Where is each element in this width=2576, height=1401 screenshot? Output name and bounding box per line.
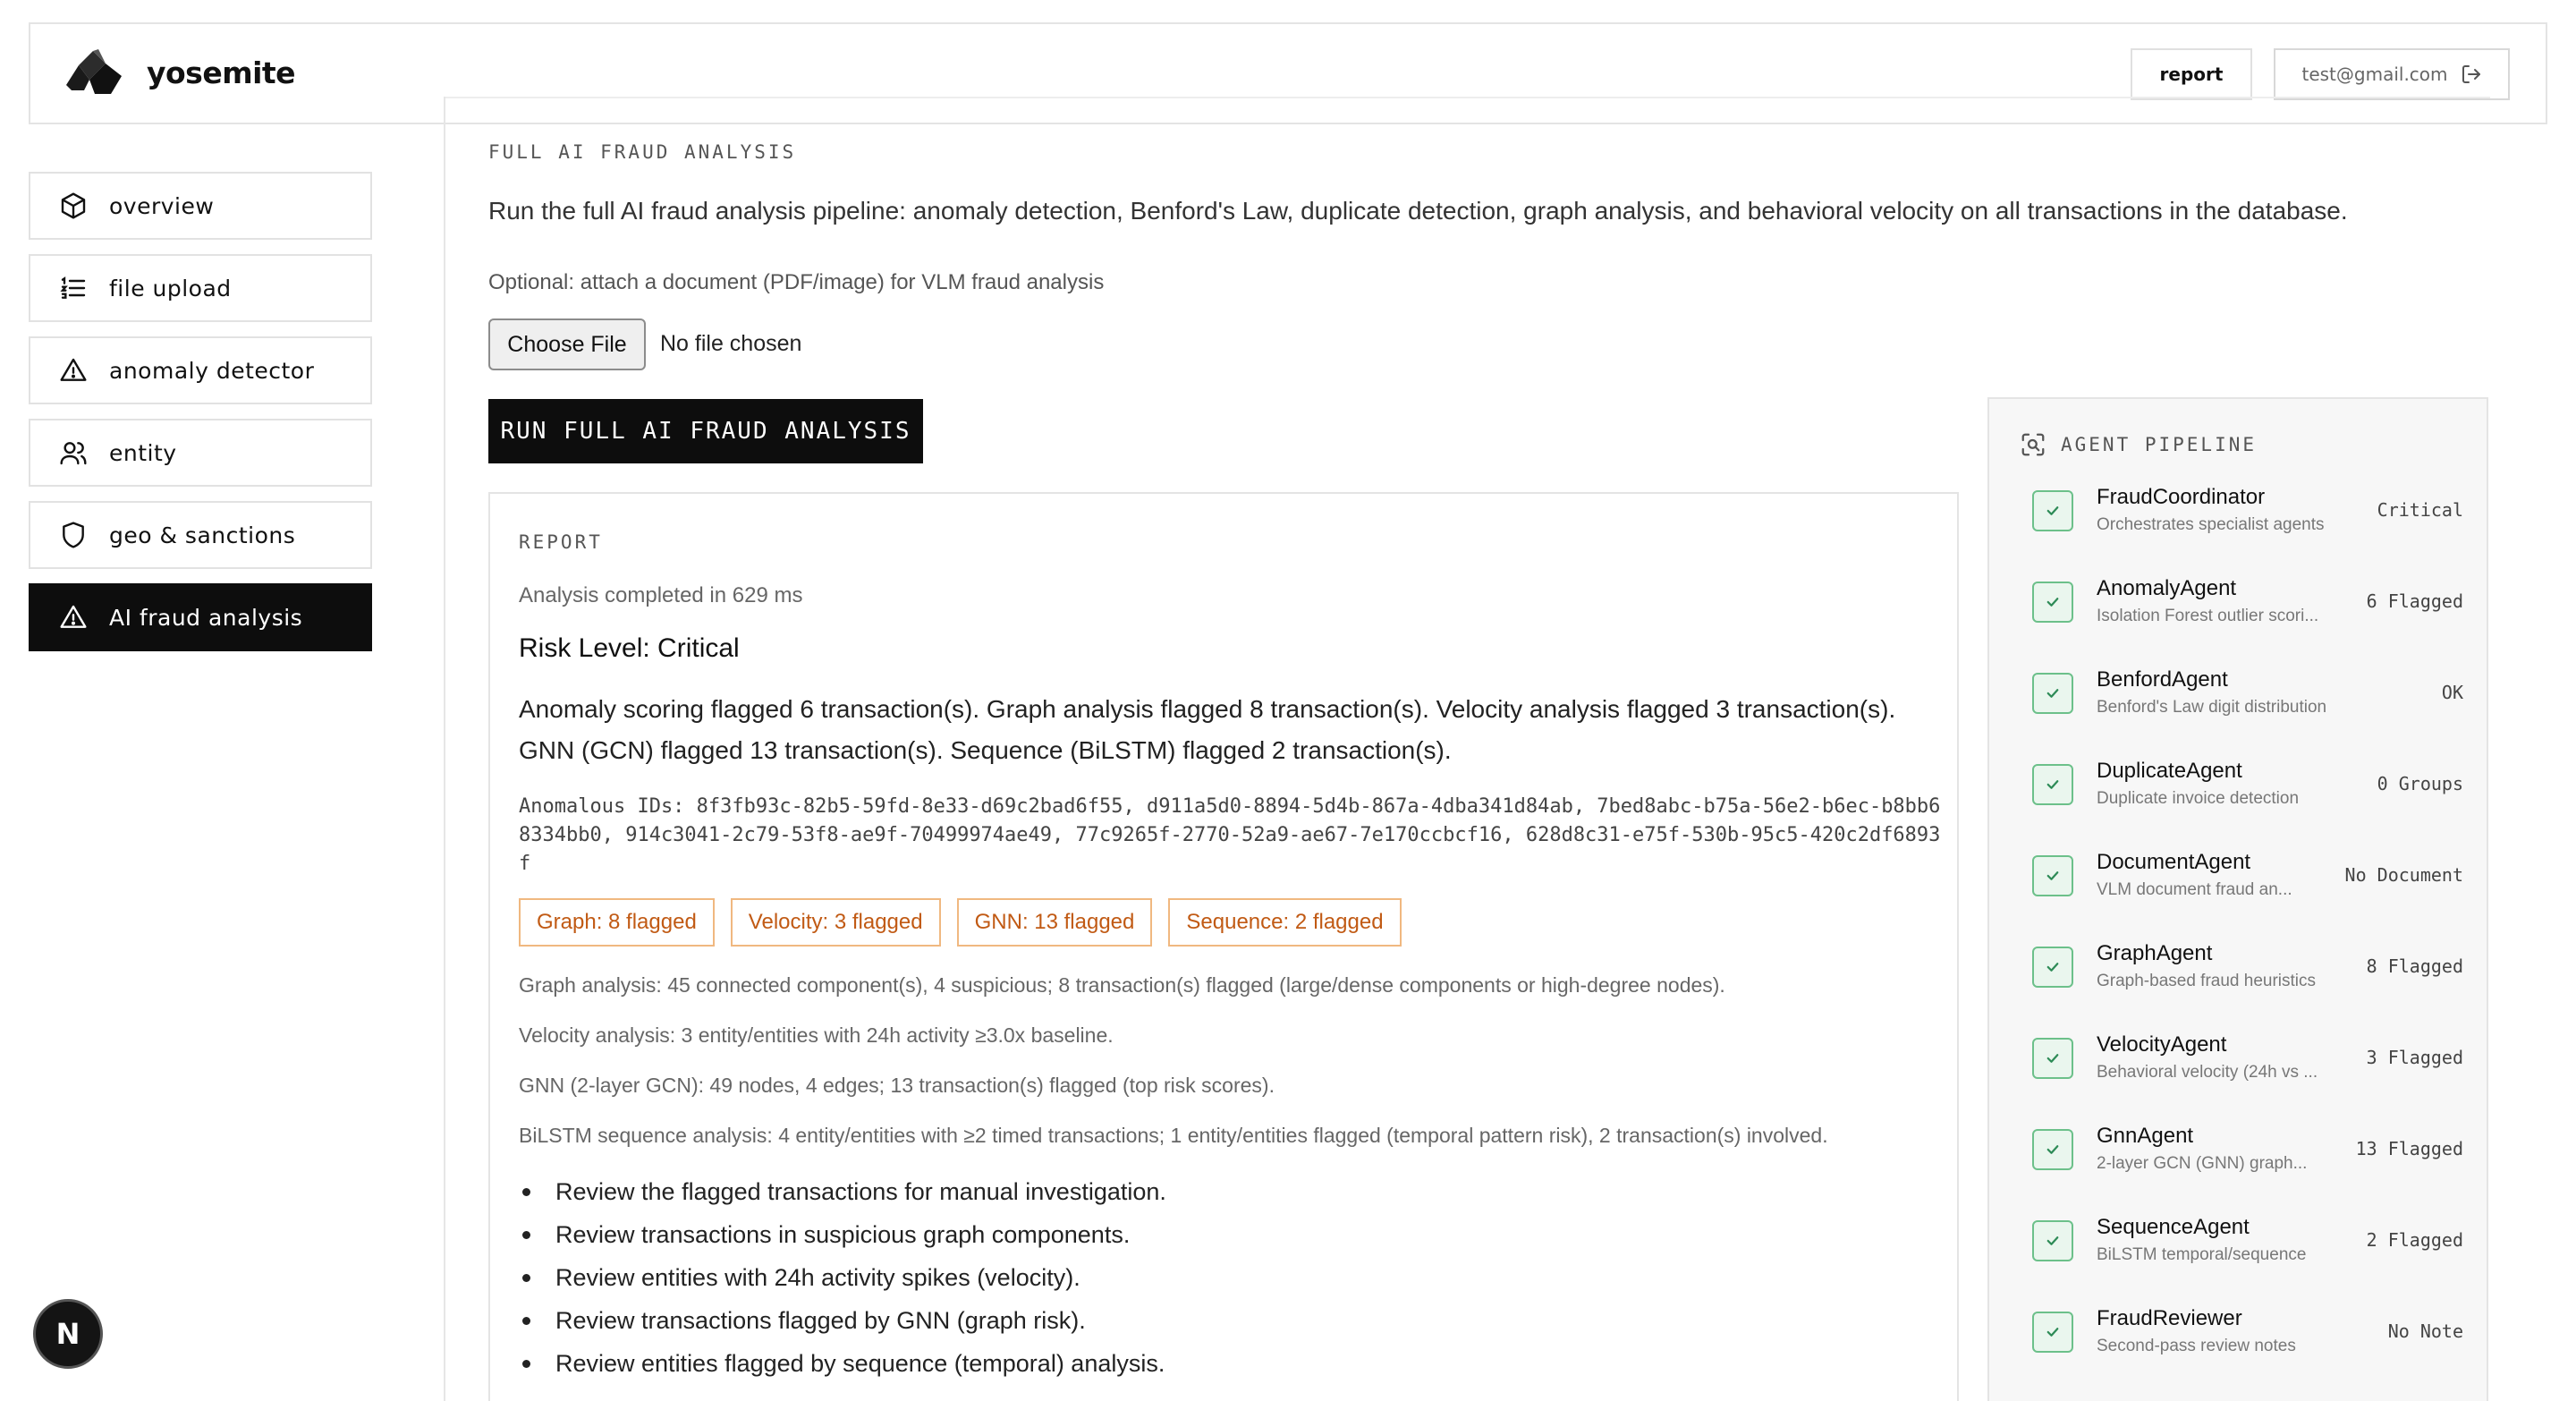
user-avatar[interactable]: N: [33, 1299, 103, 1369]
account-email: test@gmail.com: [2301, 64, 2448, 85]
agent-row: [2032, 1301, 2463, 1363]
list-item: Review transactions in suspicious graph components.: [519, 1213, 1166, 1256]
agent-description: Isolation Forest outlier scori...: [2097, 607, 2319, 625]
sidebar-item-label: anomaly detector: [109, 357, 315, 384]
report-panel: [488, 492, 1959, 1401]
agent-name: BenfordAgent: [2097, 667, 2228, 692]
agent-row: [2032, 571, 2463, 633]
report-button[interactable]: report: [2131, 48, 2252, 100]
agent-row: [2032, 845, 2463, 907]
list-item: Review the flagged transactions for manual investigation.: [519, 1170, 1166, 1213]
agent-status: 6 Flagged: [2366, 590, 2463, 612]
agent-description: Duplicate invoice detection: [2097, 789, 2300, 808]
report-heading: REPORT: [519, 531, 603, 553]
flag-badges: [519, 898, 1402, 947]
graph-analysis-detail: Graph analysis: 45 connected component(s), 4 suspicious; 8 transaction(s) flagged (large/dense components or high-degree nodes).: [519, 973, 1725, 997]
agent-status: 13 Flagged: [2355, 1138, 2463, 1159]
agent-status: No Document: [2344, 864, 2463, 886]
yosemite-logo-icon: [66, 49, 127, 96]
agent-row: [2032, 662, 2463, 725]
agent-description: 2-layer GCN (GNN) graph...: [2097, 1154, 2308, 1173]
agent-description: Behavioral velocity (24h vs ...: [2097, 1063, 2318, 1082]
list-item: Review entities flagged by sequence (temporal) analysis.: [519, 1342, 1166, 1385]
agent-status: No Note: [2387, 1320, 2463, 1342]
file-status-text: No file chosen: [660, 331, 802, 356]
agent-status: 0 Groups: [2377, 773, 2463, 794]
sidebar-item-entity[interactable]: [29, 419, 372, 487]
agent-description: Orchestrates specialist agents: [2097, 515, 2325, 534]
check-icon: [2032, 673, 2073, 714]
page-description: Run the full AI fraud analysis pipeline: anomaly detection, Benford's Law, duplicate detection, graph analysis, and behavioral velocity on all transactions in the database.: [488, 197, 2348, 225]
velocity-badge: Velocity: 3 flagged: [731, 898, 941, 947]
agent-description: Second-pass review notes: [2097, 1337, 2296, 1355]
account-logout-button[interactable]: [2274, 48, 2510, 100]
agent-status: OK: [2441, 682, 2463, 703]
sidebar-item-label: file upload: [109, 275, 232, 301]
cube-icon: [59, 191, 88, 220]
velocity-analysis-detail: Velocity analysis: 3 entity/entities with 24h activity ≥3.0x baseline.: [519, 1023, 1114, 1047]
agent-description: BiLSTM temporal/sequence: [2097, 1245, 2307, 1264]
sequence-badge: Sequence: 2 flagged: [1168, 898, 1401, 947]
check-icon: [2032, 1220, 2073, 1261]
agent-pipeline-panel: [1987, 397, 2488, 1401]
pipeline-heading: [2020, 431, 2257, 458]
check-icon: [2032, 1312, 2073, 1353]
agent-row: [2032, 1210, 2463, 1272]
check-icon: [2032, 855, 2073, 896]
recommendations-list: [519, 1170, 1166, 1385]
agent-name: AnomalyAgent: [2097, 576, 2237, 600]
agent-name: FraudCoordinator: [2097, 485, 2266, 509]
sidebar-item-label: AI fraud analysis: [109, 604, 303, 631]
warning-icon: [59, 356, 88, 385]
check-icon: [2032, 1038, 2073, 1079]
anomalous-ids: Anomalous IDs: 8f3fb93c-82b5-59fd-8e33-d69c2bad6f55, d911a5d0-8894-5d4b-867a-4dba341d84ab, 7bed8abc-b75a-56e2-b6ec-b8bb68334bb0, 914c3041-2c79-53f8-ae9f-70499974ae49, 77c9265f-2770-52a9-ae67-7e170ccbcf16, 628d8c31-e75f-530b-95c5-420c2df6893f: [519, 795, 1941, 875]
top-header: [29, 22, 2547, 124]
list-item: Review transactions flagged by GNN (graph risk).: [519, 1299, 1166, 1342]
pipeline-title: AGENT PIPELINE: [2061, 434, 2258, 455]
page-title: FULL AI FRAUD ANALYSIS: [488, 141, 797, 163]
agent-name: FraudReviewer: [2097, 1306, 2242, 1330]
agent-description: VLM document fraud an...: [2097, 880, 2292, 899]
agent-name: DocumentAgent: [2097, 850, 2251, 874]
agent-row: [2032, 753, 2463, 816]
agent-status: 8 Flagged: [2366, 955, 2463, 977]
check-icon: [2032, 490, 2073, 531]
list-icon: [59, 274, 88, 302]
main-left-divider: [444, 97, 445, 1401]
agent-description: Benford's Law digit distribution: [2097, 698, 2327, 717]
report-summary: Anomaly scoring flagged 6 transaction(s). Graph analysis flagged 8 transaction(s). Velocity analysis flagged 3 transaction(s). GNN (GCN) flagged 13 transaction(s). Sequence (BiLSTM) flagged 2 transaction(s).: [519, 695, 1896, 764]
agent-name: GraphAgent: [2097, 941, 2213, 965]
sidebar-item-anomaly-detector[interactable]: [29, 336, 372, 404]
agent-status: Critical: [2377, 499, 2463, 521]
sidebar-item-overview[interactable]: [29, 172, 372, 240]
list-item: Review entities with 24h activity spikes (velocity).: [519, 1256, 1166, 1299]
scan-search-icon: [2020, 431, 2046, 458]
agent-description: Graph-based fraud heuristics: [2097, 972, 2317, 990]
gnn-analysis-detail: GNN (2-layer GCN): 49 nodes, 4 edges; 13 transaction(s) flagged (top risk scores).: [519, 1074, 1275, 1097]
shield-icon: [59, 521, 88, 549]
run-analysis-button[interactable]: RUN FULL AI FRAUD ANALYSIS: [488, 399, 923, 463]
sidebar-item-label: geo & sanctions: [109, 522, 296, 548]
agent-row: [2032, 1027, 2463, 1090]
check-icon: [2032, 582, 2073, 623]
sequence-analysis-detail: BiLSTM sequence analysis: 4 entity/entities with ≥2 timed transactions; 1 entity/entities flagged (temporal pattern risk), 2 transaction(s) involved.: [519, 1124, 1828, 1147]
sidebar-item-label: entity: [109, 439, 177, 466]
analysis-duration: Analysis completed in 629 ms: [519, 583, 803, 607]
logout-icon: [2461, 64, 2482, 85]
gnn-badge: GNN: 13 flagged: [957, 898, 1153, 947]
users-icon: [59, 438, 88, 467]
risk-level: Risk Level: Critical: [519, 633, 740, 663]
agent-name: SequenceAgent: [2097, 1215, 2250, 1239]
agent-row: [2032, 1118, 2463, 1181]
attach-document-label: Optional: attach a document (PDF/image) for VLM fraud analysis: [488, 270, 1105, 294]
agent-name: GnnAgent: [2097, 1124, 2194, 1148]
check-icon: [2032, 1129, 2073, 1170]
brand-logo[interactable]: [66, 49, 295, 96]
sidebar-item-ai-fraud-analysis[interactable]: [29, 583, 372, 651]
sidebar-item-label: overview: [109, 192, 215, 219]
agent-status: 2 Flagged: [2366, 1229, 2463, 1251]
sidebar-item-file-upload[interactable]: [29, 254, 372, 322]
check-icon: [2032, 947, 2073, 988]
brand-name: yosemite: [147, 55, 296, 90]
choose-file-button[interactable]: Choose File: [488, 318, 646, 370]
agent-status: 3 Flagged: [2366, 1047, 2463, 1068]
agent-row: [2032, 480, 2463, 542]
check-icon: [2032, 764, 2073, 805]
agent-row: [2032, 936, 2463, 998]
sidebar-item-geo-sanctions[interactable]: [29, 501, 372, 569]
agent-name: VelocityAgent: [2097, 1032, 2227, 1057]
agent-name: DuplicateAgent: [2097, 759, 2242, 783]
graph-badge: Graph: 8 flagged: [519, 898, 715, 947]
warning-icon: [59, 603, 88, 632]
main-top-divider: [444, 97, 2490, 98]
